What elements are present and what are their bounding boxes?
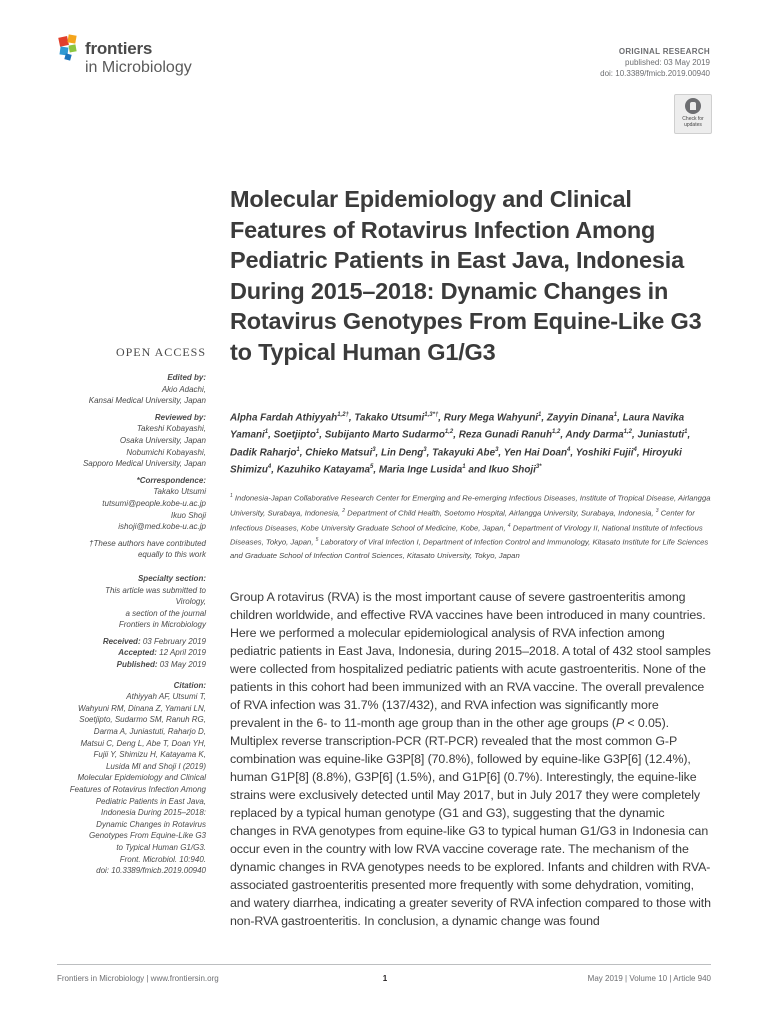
citation-line: doi: 10.3389/fmicb.2019.00940 — [96, 866, 206, 876]
author-separator: , — [687, 429, 691, 441]
affiliation-text: Indonesia-Japan Collaborative Research Center for Emerging and Re-emerging Infectious Diseases, Institute of Tropical Disease, Airlangga University, Surabaya, Indonesia, — [230, 493, 711, 518]
frontiers-logo-icon — [57, 34, 83, 64]
citation-line: Athiyyah AF, Utsumi T, — [126, 692, 206, 702]
affiliation-text: Center for Infectious Diseases, Kobe University Graduate School of Medicine, Kobe, Japan, — [230, 508, 695, 533]
author-separator: , — [375, 446, 382, 458]
citation-line: Pediatric Patients in East Java, — [95, 796, 206, 806]
citation-line: Soetjipto, Sudarmo SM, Ranuh RG, — [79, 715, 206, 725]
author-separator: , — [498, 446, 504, 458]
check-updates-line1: Check for — [682, 116, 704, 122]
author-name[interactable]: Kazuhiko Katayama — [276, 464, 370, 476]
citation-line: Fujii Y, Shimizu H, Katayama K, — [93, 750, 206, 760]
author-name[interactable]: Takako Utsumi — [354, 412, 425, 424]
author-affiliation-mark: 5 — [370, 463, 374, 470]
correspondent-name: Takako Utsumi — [153, 487, 206, 497]
author-separator: , — [373, 464, 379, 476]
reviewer-affiliation: Sapporo Medical University, Japan — [82, 459, 206, 469]
affiliation-text: Department of Child Health, Soetomo Hospital, Airlangga University, Surabaya, Indonesia, — [347, 508, 656, 518]
author-affiliation-mark: 1,2† — [337, 412, 349, 418]
author-affiliation-mark: 1 — [613, 412, 618, 418]
author-name[interactable]: Alpha Fardah Athiyyah — [230, 412, 338, 424]
citation-text — [50, 691, 206, 877]
author-affiliation-mark: 4 — [567, 446, 571, 453]
citation-line: Molecular Epidemiology and Clinical — [77, 773, 206, 783]
author-affiliation-mark: 3* — [535, 463, 542, 470]
author-name[interactable]: Juniastuti — [637, 429, 685, 441]
author-name[interactable]: Reza Gunadi Ranuh — [458, 429, 552, 441]
published-date: published: 03 May 2019 — [625, 58, 710, 67]
journal-logo[interactable] — [57, 34, 217, 84]
abstract: Group A rotavirus (RVA) is the most important cause of severe gastroenteritis among children worldwide, and effective RVA vaccines have been introduced in many countries. Here we performed a molecular epidemiological analysis of RVA infection among pediatric patients in East Java, Indonesia, during 2015–2018. A total of 432 stool samples were collected from hospitalized pediatric patients with acute gastroenteritis. None of the patients in this cohort had been immunized with an RVA vaccine. The overall prevalence of RVA infection was 31.7% (137/432), and RVA infection was significantly more prevalent in the 6- to 11-month age group than in the other age groups (P < 0.05). Multiplex reverse transcription-PCR (RT-PCR) revealed that the most common G-P combination was equine-like G3P[8] (70.8%), followed by equine-like G3P[6] (12.4%), human G1P[8] (8.8%), G3P[6] (1.5%), and G1P[6] (0.7%). Interestingly, the equine-like strains were exclusively detected until May 2017, but in July 2017 they were completely replaced by a typical human genotype (G1 and G3), suggesting that the dynamic changes in RVA genotypes from equine-like G3 to typical human G1/G3 in Indonesia can occur even in the country with low RVA vaccine coverage rate. The mechanism of the dynamic changes in RVA genotypes needs to be explored. Infants and children with RVA-associated gastroenteritis presented more frequently with some dehydration, vomiting, and watery diarrhea, indicating a greater severity of RVA infection compared to those with non-RVA gastroenteritis. In conclusion, a dynamic change was found — [230, 590, 711, 928]
author-affiliation-mark: 1,3*† — [424, 412, 439, 418]
reviewer-affiliation: Osaka University, Japan — [119, 435, 206, 445]
author-affiliation-mark: 1 — [462, 463, 466, 470]
author-separator: , — [631, 429, 638, 441]
specialty-text: Frontiers in Microbiology — [118, 620, 206, 630]
affiliation-text: Laboratory of Viral Infection I, Department of Infection Control and Immunology, Kitasato Institute for Life Sciences and Graduate School of Infection Control Sciences, Kitasato University, Tokyo, Japan — [230, 537, 709, 561]
article-title: Molecular Epidemiology and Clinical Features of Rotavirus Infection Among Pediatric Patients in East Java, Indonesia During 2015–2018: Dynamic Changes in Rotavirus Genotypes From Equine-Like G3 to Typical Human G1/G3 — [230, 186, 702, 365]
affiliation-number: 1 — [230, 493, 233, 499]
author-affiliation-mark: 3 — [423, 446, 427, 453]
affiliation-number: 4 — [507, 522, 511, 529]
author-affiliation-mark: 4 — [267, 463, 272, 470]
correspondent-name: Ikuo Shoji — [170, 510, 206, 520]
author-name[interactable]: Andy Darma — [565, 429, 624, 441]
author-name[interactable]: Rury Mega Wahyuni — [443, 412, 538, 424]
citation-line: Features of Rotavirus Infection Among — [69, 785, 206, 794]
author-separator: , — [541, 412, 547, 424]
reviewer-name: Takeshi Kobayashi, — [136, 424, 206, 434]
citation-line: Front. Microbiol. 10:940. — [119, 854, 206, 864]
received-date: Received: 03 February 2019 — [102, 636, 206, 646]
published-date-sidebar: Published: 03 May 2019 — [116, 660, 206, 670]
author-affiliation-mark: 3 — [495, 446, 499, 453]
author-name[interactable]: Ikuo Shoji — [488, 464, 536, 476]
author-name[interactable]: Subijanto Marto Sudarmo — [324, 429, 445, 441]
citation-line: Dynamic Changes in Rotavirus — [96, 819, 206, 829]
author-separator: , — [268, 429, 274, 441]
footer-journal-link[interactable]: Frontiers in Microbiology | www.frontiersin.org — [57, 974, 219, 983]
author-name[interactable]: Soetjipto — [273, 429, 316, 441]
citation-label: Citation: — [173, 680, 206, 690]
reviewer-name: Nobumichi Kobayashi, — [126, 447, 206, 457]
author-affiliation-mark: 1 — [684, 429, 688, 436]
author-affiliation-mark: 1,2 — [444, 429, 454, 436]
journal-name-line1: frontiers — [85, 39, 153, 58]
citation-line: Darma A, Juniastuti, Raharjo D, — [93, 727, 206, 737]
footer-issue-info: May 2019 | Volume 10 | Article 940 — [587, 974, 711, 983]
correspondent-email[interactable]: tutsumi@people.kobe-u.ac.jp — [102, 498, 206, 508]
affiliation-text: Department of Virology II, National Institute of Infectious Diseases, Tokyo, Japan, — [230, 523, 703, 547]
author-separator: , — [299, 446, 306, 458]
doi-link[interactable]: doi: 10.3389/fmicb.2019.00940 — [600, 69, 710, 78]
check-updates-line2: updates — [684, 122, 702, 128]
author-name[interactable]: Laura Navika Yamani — [230, 412, 685, 441]
author-name[interactable]: Lin Deng — [381, 446, 424, 458]
author-list — [230, 408, 712, 477]
author-separator: , — [271, 464, 277, 476]
author-affiliation-mark: 1 — [296, 446, 300, 453]
author-name[interactable]: Takayuki Abe — [432, 446, 496, 458]
editor-name: Akio Adachi, — [161, 384, 206, 394]
article-info-sidebar — [50, 372, 206, 877]
author-name[interactable]: Zayyin Dinana — [546, 412, 614, 424]
author-separator: , — [319, 429, 325, 441]
footer-divider — [57, 964, 711, 965]
article-header-meta — [480, 46, 710, 79]
equal-contribution-note: †These authors have contributed — [89, 538, 206, 548]
specialty-text: Virology, — [175, 597, 206, 607]
author-separator: , — [453, 429, 459, 441]
author-separator: , — [560, 429, 566, 441]
reviewed-by-label: Reviewed by: — [154, 412, 206, 422]
specialty-text: This article was submitted to — [105, 585, 206, 595]
author-name[interactable]: Yen Hai Doan — [503, 446, 568, 458]
check-for-updates-button[interactable] — [674, 94, 712, 134]
author-separator: , — [438, 412, 444, 424]
author-affiliation-mark: 1 — [264, 429, 269, 436]
specialty-text: a section of the journal — [125, 608, 206, 618]
author-name[interactable]: Chieko Matsui — [305, 446, 373, 458]
specialty-section-label: Specialty section: — [137, 573, 206, 583]
citation-line: Matsui C, Deng L, Abe T, Doan YH, — [80, 738, 206, 748]
author-affiliation-mark: 1 — [315, 429, 320, 436]
author-name[interactable]: Maria Inge Lusida — [378, 464, 463, 476]
citation-line: Genotypes From Equine-Like G3 — [89, 831, 206, 841]
page-number: 1 — [382, 974, 388, 983]
author-separator: , — [570, 446, 576, 458]
edited-by-label: Edited by: — [167, 373, 206, 382]
citation-line: to Typical Human G1/G3. — [116, 842, 206, 852]
journal-name-line2: in Microbiology — [85, 59, 192, 76]
correspondent-email[interactable]: ishoji@med.kobe-u.ac.jp — [118, 522, 206, 532]
editor-affiliation: Kansai Medical University, Japan — [88, 396, 206, 406]
bookmark-icon — [685, 98, 701, 114]
affiliation-number: 3 — [655, 507, 659, 514]
author-separator: , — [348, 412, 355, 424]
author-affiliation-mark: 1,2 — [551, 429, 561, 436]
author-affiliation-mark: 3 — [372, 446, 376, 453]
article-type: ORIGINAL RESEARCH — [618, 47, 710, 56]
citation-line: Wahyuni RM, Dinana Z, Yamani LN, — [77, 703, 206, 713]
author-name[interactable]: Hiroyuki Shimizu — [230, 446, 682, 476]
affiliation-number: 5 — [315, 537, 319, 544]
author-affiliation-mark: 1,2 — [623, 429, 632, 436]
author-separator: , — [636, 446, 643, 458]
author-affiliation-mark: 4 — [633, 446, 637, 453]
equal-contribution-note: equally to this work — [137, 550, 206, 560]
author-separator: , — [426, 446, 433, 458]
author-name[interactable]: Yoshiki Fujii — [575, 446, 634, 458]
affiliation-number: 2 — [342, 507, 346, 514]
author-name[interactable]: Dadik Raharjo — [230, 446, 297, 458]
accepted-date: Accepted: 12 April 2019 — [118, 648, 206, 658]
correspondence-label: *Correspondence: — [136, 475, 206, 485]
author-separator: , — [617, 412, 623, 424]
citation-line: Lusida MI and Shoji I (2019) — [105, 761, 206, 771]
author-affiliation-mark: 1 — [537, 412, 542, 418]
citation-line: Indonesia During 2015–2018: — [101, 808, 206, 818]
author-separator: and — [465, 464, 489, 476]
affiliation-list — [230, 490, 712, 562]
open-access-label: OPEN ACCESS — [115, 345, 206, 359]
